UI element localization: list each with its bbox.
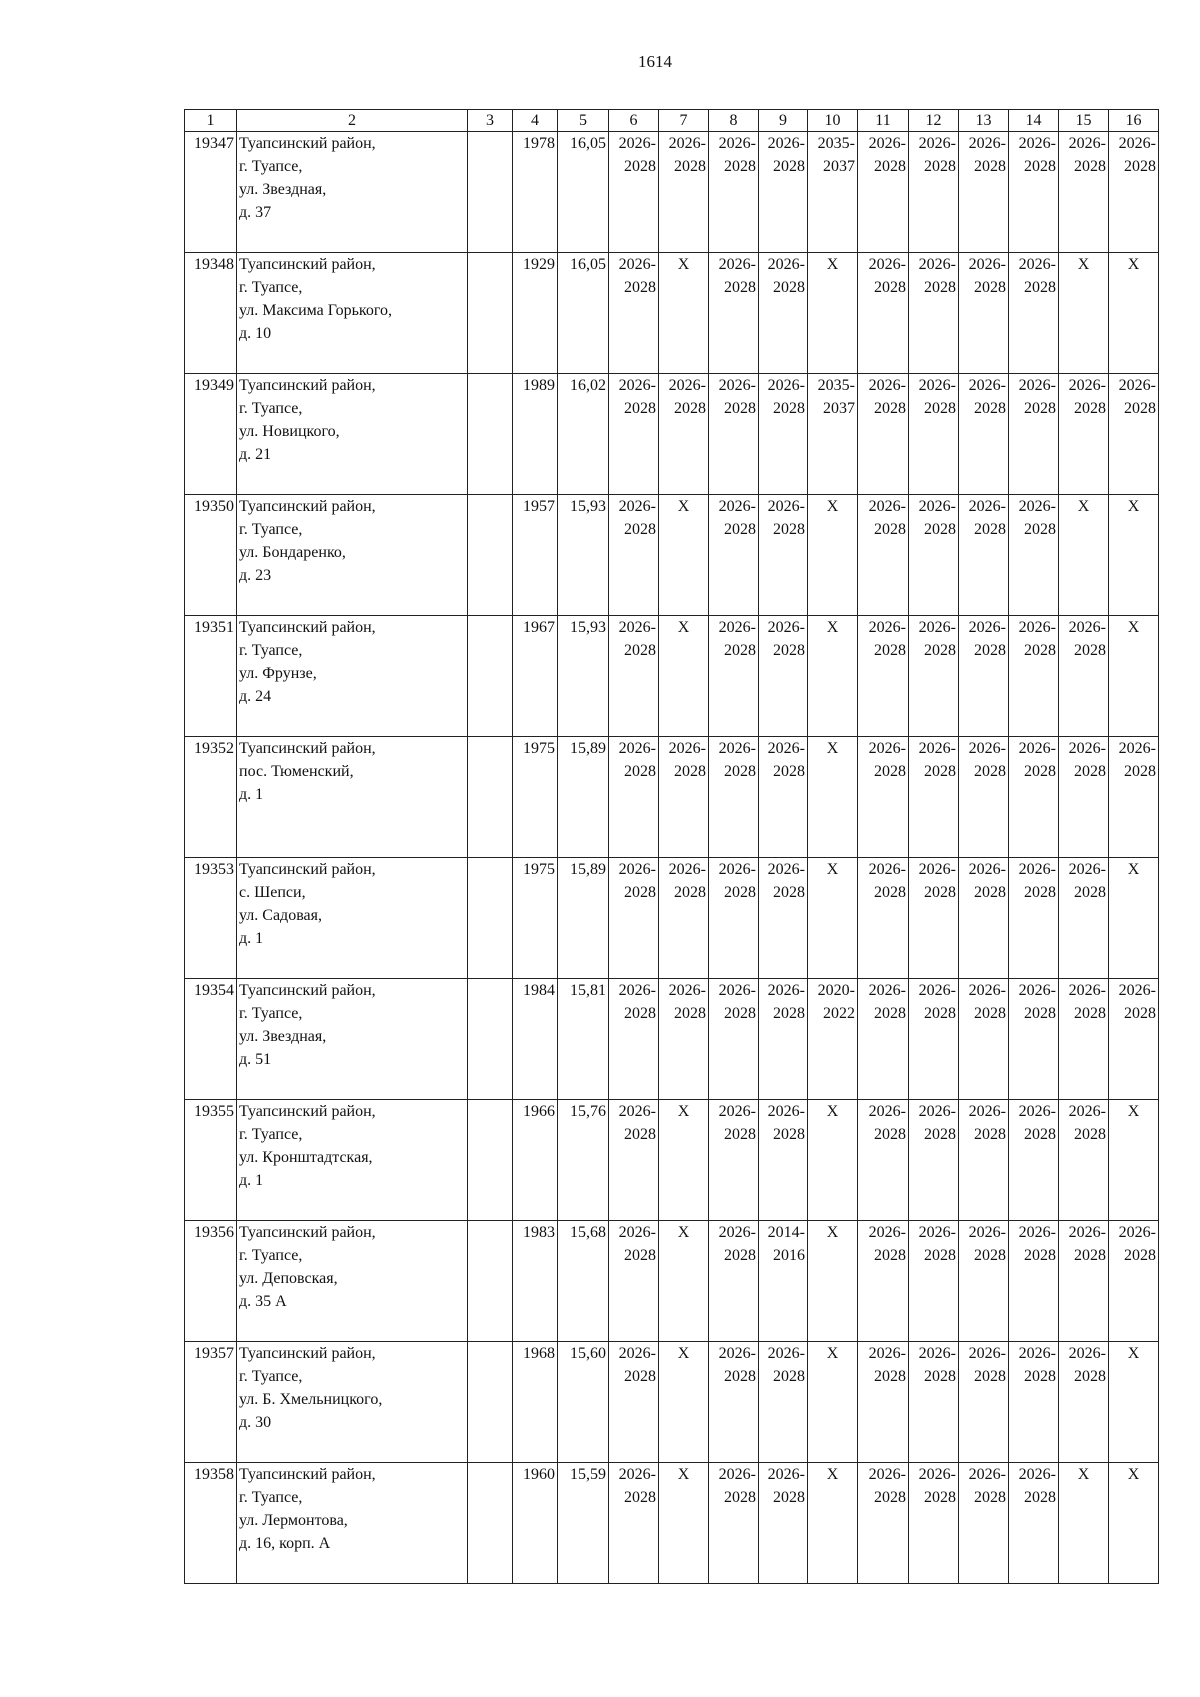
table-row: [185, 374, 1159, 495]
table-row: [185, 1463, 1159, 1584]
period-cell: 2026- 2028: [759, 616, 808, 737]
address-line: Туапсинский район,: [239, 1345, 376, 1362]
address-line: г. Туапсе,: [239, 400, 303, 417]
column-number-header: 14: [1009, 110, 1059, 132]
value-cell: 15,76: [558, 1100, 609, 1221]
value-cell: 15,89: [558, 858, 609, 979]
address-cell: [237, 1463, 468, 1584]
period-cell: 2026- 2028: [1009, 1463, 1059, 1584]
period-cell: X: [1109, 253, 1159, 374]
column-3-cell: [468, 1100, 513, 1221]
year-cell: 1984: [513, 979, 558, 1100]
row-number: 19351: [185, 616, 237, 737]
period-cell: X: [659, 495, 709, 616]
period-cell: 2026- 2028: [1009, 737, 1059, 858]
table-row: [185, 979, 1159, 1100]
period-cell: 2026- 2028: [709, 979, 759, 1100]
value-cell: 16,05: [558, 132, 609, 253]
period-cell: X: [808, 737, 858, 858]
period-cell: 2026- 2028: [709, 495, 759, 616]
period-cell: 2026- 2028: [959, 1463, 1009, 1584]
column-3-cell: [468, 979, 513, 1100]
period-cell: 2026- 2028: [709, 616, 759, 737]
year-cell: 1929: [513, 253, 558, 374]
period-cell: 2026- 2028: [959, 495, 1009, 616]
period-cell: 2026- 2028: [709, 1342, 759, 1463]
period-cell: X: [808, 495, 858, 616]
table-body: [185, 132, 1159, 1584]
period-cell: X: [1109, 495, 1159, 616]
address-line: Туапсинский район,: [239, 861, 376, 878]
period-cell: 2026- 2028: [709, 737, 759, 858]
period-cell: 2026- 2028: [909, 858, 959, 979]
period-cell: 2026- 2028: [909, 1342, 959, 1463]
period-cell: 2026- 2028: [709, 858, 759, 979]
period-cell: X: [1109, 1463, 1159, 1584]
year-cell: 1967: [513, 616, 558, 737]
period-cell: 2026- 2028: [1059, 616, 1109, 737]
period-cell: 2026- 2028: [959, 253, 1009, 374]
address-line: Туапсинский район,: [239, 1103, 376, 1120]
period-cell: 2026- 2028: [759, 737, 808, 858]
period-cell: 2026- 2028: [858, 374, 909, 495]
period-cell: 2026- 2028: [909, 495, 959, 616]
address-line: с. Шепси,: [239, 884, 306, 901]
address-line: д. 10: [239, 325, 272, 342]
period-cell: 2026- 2028: [909, 616, 959, 737]
address-cell: [237, 374, 468, 495]
period-cell: 2026- 2028: [858, 253, 909, 374]
address-line: пос. Тюменский,: [239, 763, 354, 780]
period-cell: 2026- 2028: [759, 979, 808, 1100]
address-cell: [237, 1100, 468, 1221]
period-cell: 2026- 2028: [858, 737, 909, 858]
column-3-cell: [468, 737, 513, 858]
address-cell: [237, 858, 468, 979]
period-cell: X: [808, 1100, 858, 1221]
row-number: 19350: [185, 495, 237, 616]
period-cell: 2026- 2028: [659, 737, 709, 858]
period-cell: 2026- 2028: [1109, 374, 1159, 495]
period-cell: 2026- 2028: [1009, 616, 1059, 737]
period-cell: 2026- 2028: [909, 1463, 959, 1584]
address-cell: [237, 495, 468, 616]
column-number-header: 4: [513, 110, 558, 132]
column-3-cell: [468, 495, 513, 616]
period-cell: 2026- 2028: [1059, 132, 1109, 253]
period-cell: 2026- 2028: [959, 616, 1009, 737]
column-number-header: 9: [759, 110, 808, 132]
address-line: г. Туапсе,: [239, 1489, 303, 1506]
address-line: Туапсинский район,: [239, 619, 376, 636]
period-cell: 2026- 2028: [709, 132, 759, 253]
period-cell: 2026- 2028: [609, 132, 659, 253]
address-line: д. 1: [239, 930, 264, 947]
period-cell: 2026- 2028: [1059, 1342, 1109, 1463]
period-cell: 2026- 2028: [609, 253, 659, 374]
period-cell: 2026- 2028: [1109, 132, 1159, 253]
value-cell: 15,93: [558, 495, 609, 616]
address-line: ул. Бондаренко,: [239, 544, 346, 561]
period-cell: 2026- 2028: [1009, 858, 1059, 979]
address-line: ул. Новицкого,: [239, 423, 340, 440]
address-line: г. Туапсе,: [239, 642, 303, 659]
period-cell: 2026- 2028: [858, 1342, 909, 1463]
period-cell: X: [659, 253, 709, 374]
period-cell: 2026- 2028: [1059, 374, 1109, 495]
address-line: г. Туапсе,: [239, 1247, 303, 1264]
address-line: д. 21: [239, 446, 272, 463]
year-cell: 1975: [513, 858, 558, 979]
period-cell: 2035- 2037: [808, 374, 858, 495]
column-number-header: 15: [1059, 110, 1109, 132]
address-line: г. Туапсе,: [239, 521, 303, 538]
address-line: Туапсинский район,: [239, 1466, 376, 1483]
period-cell: 2026- 2028: [909, 1100, 959, 1221]
period-cell: 2026- 2028: [1109, 737, 1159, 858]
row-number: 19349: [185, 374, 237, 495]
row-number: 19354: [185, 979, 237, 1100]
address-line: Туапсинский район,: [239, 982, 376, 999]
period-cell: 2026- 2028: [709, 374, 759, 495]
value-cell: 15,68: [558, 1221, 609, 1342]
column-3-cell: [468, 1221, 513, 1342]
address-cell: [237, 616, 468, 737]
address-line: Туапсинский район,: [239, 740, 376, 757]
period-cell: 2026- 2028: [909, 253, 959, 374]
address-line: ул. Звездная,: [239, 1028, 327, 1045]
year-cell: 1983: [513, 1221, 558, 1342]
period-cell: 2026- 2028: [759, 1100, 808, 1221]
period-cell: 2026- 2028: [709, 253, 759, 374]
period-cell: 2026- 2028: [759, 495, 808, 616]
period-cell: 2026- 2028: [759, 858, 808, 979]
year-cell: 1989: [513, 374, 558, 495]
address-cell: [237, 253, 468, 374]
period-cell: 2026- 2028: [609, 858, 659, 979]
period-cell: 2026- 2028: [609, 979, 659, 1100]
address-cell: [237, 1221, 468, 1342]
column-number-header: 6: [609, 110, 659, 132]
period-cell: 2026- 2028: [909, 979, 959, 1100]
period-cell: 2026- 2028: [959, 374, 1009, 495]
period-cell: 2026- 2028: [1059, 979, 1109, 1100]
row-number: 19358: [185, 1463, 237, 1584]
period-cell: 2026- 2028: [609, 1463, 659, 1584]
column-3-cell: [468, 616, 513, 737]
period-cell: 2026- 2028: [759, 1342, 808, 1463]
period-cell: X: [1109, 616, 1159, 737]
table-row: [185, 1221, 1159, 1342]
period-cell: 2026- 2028: [709, 1463, 759, 1584]
column-3-cell: [468, 1342, 513, 1463]
period-cell: 2026- 2028: [858, 1221, 909, 1342]
period-cell: 2026- 2028: [1109, 1221, 1159, 1342]
column-number-header: 16: [1109, 110, 1159, 132]
address-cell: [237, 132, 468, 253]
period-cell: X: [1059, 495, 1109, 616]
period-cell: 2026- 2028: [959, 1100, 1009, 1221]
period-cell: X: [1109, 1342, 1159, 1463]
period-cell: 2026- 2028: [1009, 253, 1059, 374]
row-number: 19357: [185, 1342, 237, 1463]
address-line: ул. Максима Горького,: [239, 302, 393, 319]
page-number: 1614: [638, 52, 672, 71]
table-row: [185, 495, 1159, 616]
period-cell: 2026- 2028: [959, 132, 1009, 253]
address-line: д. 1: [239, 786, 264, 803]
period-cell: 2026- 2028: [959, 1342, 1009, 1463]
column-number-header: 11: [858, 110, 909, 132]
period-cell: X: [659, 1221, 709, 1342]
period-cell: X: [659, 1100, 709, 1221]
year-cell: 1975: [513, 737, 558, 858]
period-cell: 2026- 2028: [1109, 979, 1159, 1100]
period-cell: X: [808, 1463, 858, 1584]
column-3-cell: [468, 132, 513, 253]
period-cell: 2014- 2016: [759, 1221, 808, 1342]
address-line: д. 35 А: [239, 1293, 287, 1310]
address-cell: [237, 737, 468, 858]
column-number-header: 1: [185, 110, 237, 132]
address-cell: [237, 979, 468, 1100]
table-row: [185, 858, 1159, 979]
period-cell: 2026- 2028: [858, 1463, 909, 1584]
period-cell: 2026- 2028: [1059, 737, 1109, 858]
period-cell: 2026- 2028: [1009, 1342, 1059, 1463]
column-number-header: 7: [659, 110, 709, 132]
period-cell: 2026- 2028: [609, 616, 659, 737]
value-cell: 15,59: [558, 1463, 609, 1584]
address-line: д. 30: [239, 1414, 272, 1431]
row-number: 19348: [185, 253, 237, 374]
period-cell: 2026- 2028: [759, 1463, 808, 1584]
period-cell: 2026- 2028: [609, 374, 659, 495]
column-number-header: 13: [959, 110, 1009, 132]
period-cell: 2026- 2028: [759, 253, 808, 374]
address-line: д. 1: [239, 1172, 264, 1189]
period-cell: X: [659, 616, 709, 737]
period-cell: X: [1109, 1100, 1159, 1221]
row-number: 19347: [185, 132, 237, 253]
period-cell: 2026- 2028: [609, 1342, 659, 1463]
period-cell: X: [808, 858, 858, 979]
address-line: г. Туапсе,: [239, 1368, 303, 1385]
address-line: ул. Лермонтова,: [239, 1512, 348, 1529]
column-3-cell: [468, 858, 513, 979]
column-number-header: 12: [909, 110, 959, 132]
value-cell: 16,02: [558, 374, 609, 495]
period-cell: 2026- 2028: [709, 1100, 759, 1221]
period-cell: 2026- 2028: [858, 979, 909, 1100]
address-line: ул. Фрунзе,: [239, 665, 317, 682]
address-line: д. 23: [239, 567, 272, 584]
table-row: [185, 737, 1159, 858]
period-cell: X: [1059, 253, 1109, 374]
row-number: 19352: [185, 737, 237, 858]
row-number: 19353: [185, 858, 237, 979]
address-line: г. Туапсе,: [239, 158, 303, 175]
period-cell: 2026- 2028: [1009, 495, 1059, 616]
row-number: 19356: [185, 1221, 237, 1342]
period-cell: 2026- 2028: [959, 858, 1009, 979]
period-cell: 2026- 2028: [959, 979, 1009, 1100]
period-cell: 2026- 2028: [609, 495, 659, 616]
column-3-cell: [468, 1463, 513, 1584]
address-cell: [237, 1342, 468, 1463]
row-number: 19355: [185, 1100, 237, 1221]
address-line: г. Туапсе,: [239, 279, 303, 296]
period-cell: 2026- 2028: [1009, 374, 1059, 495]
column-number-row: [185, 110, 1159, 132]
year-cell: 1968: [513, 1342, 558, 1463]
period-cell: 2026- 2028: [959, 1221, 1009, 1342]
period-cell: 2026- 2028: [1009, 1221, 1059, 1342]
address-line: г. Туапсе,: [239, 1126, 303, 1143]
address-line: ул. Кронштадтская,: [239, 1149, 373, 1166]
table-row: [185, 1100, 1159, 1221]
table-row: [185, 253, 1159, 374]
column-3-cell: [468, 253, 513, 374]
period-cell: 2026- 2028: [858, 495, 909, 616]
period-cell: 2026- 2028: [759, 132, 808, 253]
period-cell: 2026- 2028: [959, 737, 1009, 858]
period-cell: 2026- 2028: [609, 737, 659, 858]
period-cell: 2026- 2028: [909, 1221, 959, 1342]
period-cell: 2026- 2028: [1059, 1100, 1109, 1221]
period-cell: X: [659, 1342, 709, 1463]
address-line: Туапсинский район,: [239, 135, 376, 152]
address-line: д. 24: [239, 688, 272, 705]
period-cell: 2026- 2028: [1059, 1221, 1109, 1342]
address-line: Туапсинский район,: [239, 256, 376, 273]
year-cell: 1960: [513, 1463, 558, 1584]
period-cell: 2026- 2028: [659, 374, 709, 495]
period-cell: 2026- 2028: [659, 979, 709, 1100]
address-line: Туапсинский район,: [239, 377, 376, 394]
period-cell: 2026- 2028: [909, 737, 959, 858]
period-cell: 2026- 2028: [659, 858, 709, 979]
column-number-header: 5: [558, 110, 609, 132]
period-cell: 2020- 2022: [808, 979, 858, 1100]
address-line: д. 51: [239, 1051, 272, 1068]
address-line: ул. Звездная,: [239, 181, 327, 198]
period-cell: 2026- 2028: [858, 1100, 909, 1221]
period-cell: 2026- 2028: [909, 374, 959, 495]
address-line: ул. Садовая,: [239, 907, 322, 924]
period-cell: 2026- 2028: [1009, 979, 1059, 1100]
value-cell: 15,81: [558, 979, 609, 1100]
period-cell: X: [808, 616, 858, 737]
value-cell: 15,93: [558, 616, 609, 737]
address-line: ул. Б. Хмельницкого,: [239, 1391, 383, 1408]
period-cell: X: [808, 253, 858, 374]
column-number-header: 10: [808, 110, 858, 132]
period-cell: X: [808, 1342, 858, 1463]
year-cell: 1957: [513, 495, 558, 616]
period-cell: 2026- 2028: [1009, 132, 1059, 253]
address-line: д. 37: [239, 204, 272, 221]
period-cell: 2026- 2028: [858, 132, 909, 253]
period-cell: 2026- 2028: [1009, 1100, 1059, 1221]
address-line: д. 16, корп. А: [239, 1535, 331, 1552]
address-line: г. Туапсе,: [239, 1005, 303, 1022]
year-cell: 1966: [513, 1100, 558, 1221]
period-cell: 2026- 2028: [659, 132, 709, 253]
period-cell: 2026- 2028: [709, 1221, 759, 1342]
column-number-header: 2: [237, 110, 468, 132]
period-cell: X: [1109, 858, 1159, 979]
period-cell: 2026- 2028: [609, 1221, 659, 1342]
year-cell: 1978: [513, 132, 558, 253]
period-cell: 2026- 2028: [1059, 858, 1109, 979]
table-row: [185, 616, 1159, 737]
period-cell: 2026- 2028: [759, 374, 808, 495]
period-cell: 2026- 2028: [858, 858, 909, 979]
period-cell: X: [659, 1463, 709, 1584]
column-number-header: 3: [468, 110, 513, 132]
value-cell: 16,05: [558, 253, 609, 374]
value-cell: 15,60: [558, 1342, 609, 1463]
period-cell: 2026- 2028: [909, 132, 959, 253]
period-cell: 2026- 2028: [609, 1100, 659, 1221]
table-row: [185, 1342, 1159, 1463]
column-3-cell: [468, 374, 513, 495]
registry-table: [184, 109, 1159, 1584]
period-cell: 2026- 2028: [858, 616, 909, 737]
period-cell: X: [808, 1221, 858, 1342]
address-line: Туапсинский район,: [239, 1224, 376, 1241]
period-cell: 2035- 2037: [808, 132, 858, 253]
table-row: [185, 132, 1159, 253]
address-line: ул. Деповская,: [239, 1270, 338, 1287]
column-number-header: 8: [709, 110, 759, 132]
value-cell: 15,89: [558, 737, 609, 858]
period-cell: X: [1059, 1463, 1109, 1584]
address-line: Туапсинский район,: [239, 498, 376, 515]
